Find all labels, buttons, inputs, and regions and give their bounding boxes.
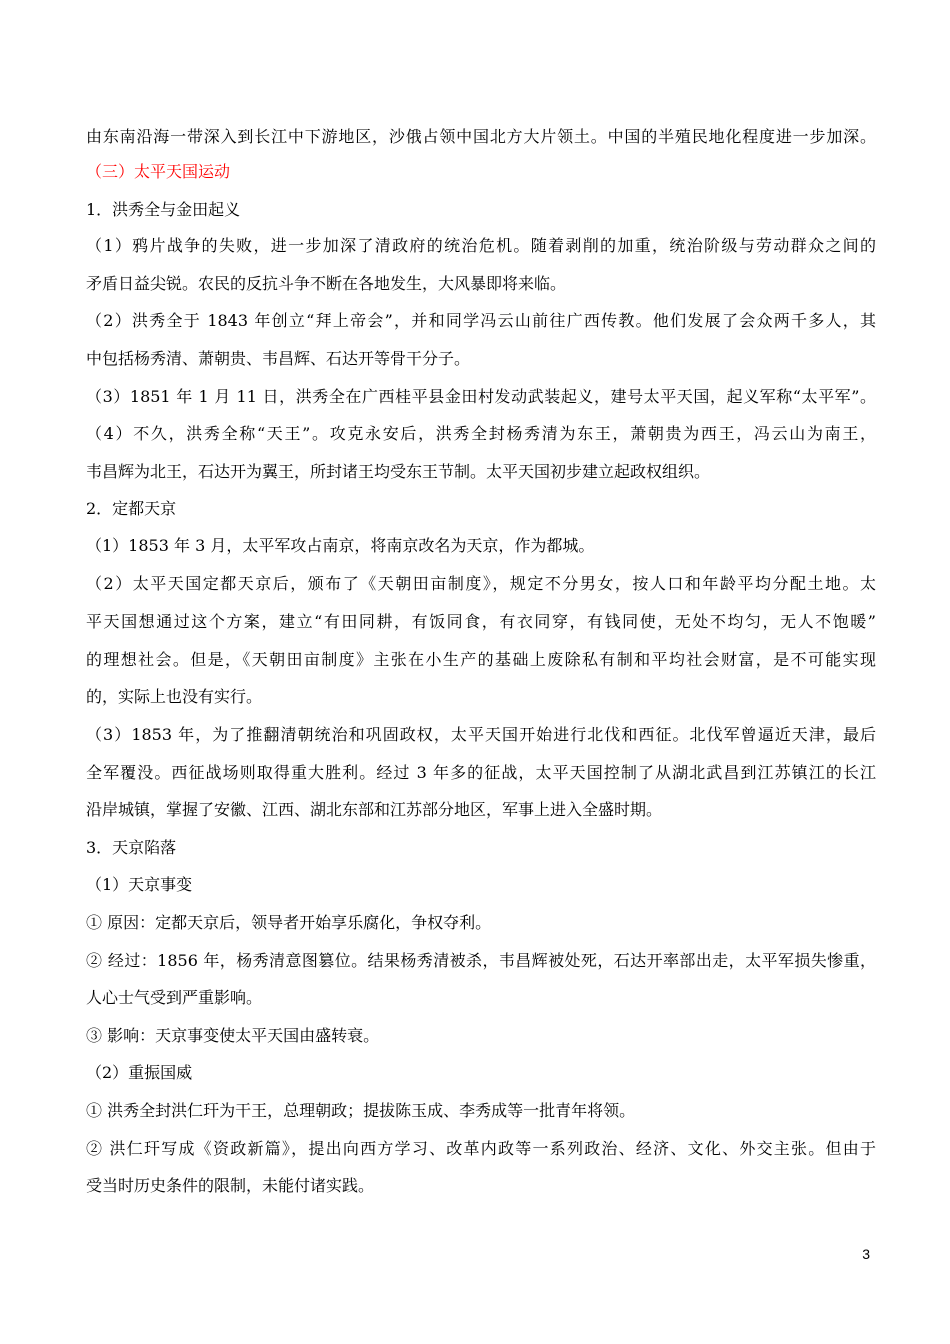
text-line-26: ① 洪秀全封洪仁玕为干王，总理朝政；提拔陈玉成、李秀成等一批青年将领。 (86, 1101, 636, 1120)
page-number: 3 (862, 1246, 870, 1262)
text-line-12: （2）太平天国定都天京后，颁布了《天朝田亩制度》，规定不分男女，按人口和年龄平均分配土地。太 (86, 574, 876, 593)
text-line-5: （2）洪秀全于 1843 年创立“拜上帝会”，并和同学冯云山前往广西传教。他们发展了会众两千多人，其 (86, 311, 876, 330)
text-line-11: （1）1853 年 3 月，太平军攻占南京，将南京改名为天京，作为都城。 (86, 536, 595, 555)
section-heading: （三）太平天国运动 (86, 162, 231, 181)
subheading-1: 1．洪秀全与金田起义 (86, 200, 241, 219)
subheading-3: 3．天京陷落 (86, 838, 177, 857)
subheading-2: 2．定都天京 (86, 499, 177, 518)
text-line-16: （3）1853 年，为了推翻清朝统治和巩固政权，太平天国开始进行北伐和西征。北伐军曾逼近天津，最后 (86, 725, 876, 744)
text-line-24: ③ 影响：天京事变使太平天国由盛转衰。 (86, 1026, 380, 1045)
text-line-7: （3）1851 年 1 月 11 日，洪秀全在广西桂平县金田村发动武装起义，建号太平天国，起义军称“太平军”。 (86, 387, 876, 406)
text-line-1: 由东南沿海一带深入到长江中下游地区，沙俄占领中国北方大片领土。中国的半殖民地化程度进一步加深。 (86, 127, 876, 146)
text-line-9: 韦昌辉为北王，石达开为翼王，所封诸王均受东王节制。太平天国初步建立起政权组织。 (86, 462, 711, 481)
text-line-25: （2）重振国威 (86, 1063, 193, 1082)
text-line-20: （1）天京事变 (86, 875, 193, 894)
text-line-18: 沿岸城镇，掌握了安徽、江西、湖北东部和江苏部分地区，军事上进入全盛时期。 (86, 800, 663, 819)
text-line-3: （1）鸦片战争的失败，进一步加深了清政府的统治危机。随着剥削的加重，统治阶级与劳动群众之间的 (86, 236, 876, 255)
text-line-8: （4）不久，洪秀全称“天王”。攻克永安后，洪秀全封杨秀清为东王，萧朝贵为西王，冯云山为南王， (86, 424, 876, 443)
text-line-6: 中包括杨秀清、萧朝贵、韦昌辉、石达开等骨干分子。 (86, 349, 471, 368)
text-line-28: 受当时历史条件的限制，未能付诸实践。 (86, 1176, 375, 1195)
text-line-14: 的理想社会。但是，《天朝田亩制度》主张在小生产的基础上废除私有制和平均社会财富，是不可能实现 (86, 650, 876, 669)
text-line-21: ① 原因：定都天京后，领导者开始享乐腐化，争权夺利。 (86, 913, 492, 932)
text-line-17: 全军覆没。西征战场则取得重大胜利。经过 3 年多的征战，太平天国控制了从湖北武昌到江苏镇江的长江 (86, 763, 876, 782)
text-line-13: 平天国想通过这个方案，建立“有田同耕，有饭同食，有衣同穿，有钱同使，无处不均匀，无人不饱暖” (86, 612, 876, 631)
text-line-15: 的，实际上也没有实行。 (86, 687, 263, 706)
text-line-22: ② 经过：1856 年，杨秀清意图篡位。结果杨秀清被杀，韦昌辉被处死，石达开率部出走，太平军损失惨重， (86, 951, 876, 970)
text-line-4: 矛盾日益尖锐。农民的反抗斗争不断在各地发生，大风暴即将来临。 (86, 274, 567, 293)
text-line-27: ② 洪仁玕写成《资政新篇》，提出向西方学习、改革内政等一系列政治、经济、文化、外交主张。但由于 (86, 1139, 876, 1158)
text-line-23: 人心士气受到严重影响。 (86, 988, 263, 1007)
